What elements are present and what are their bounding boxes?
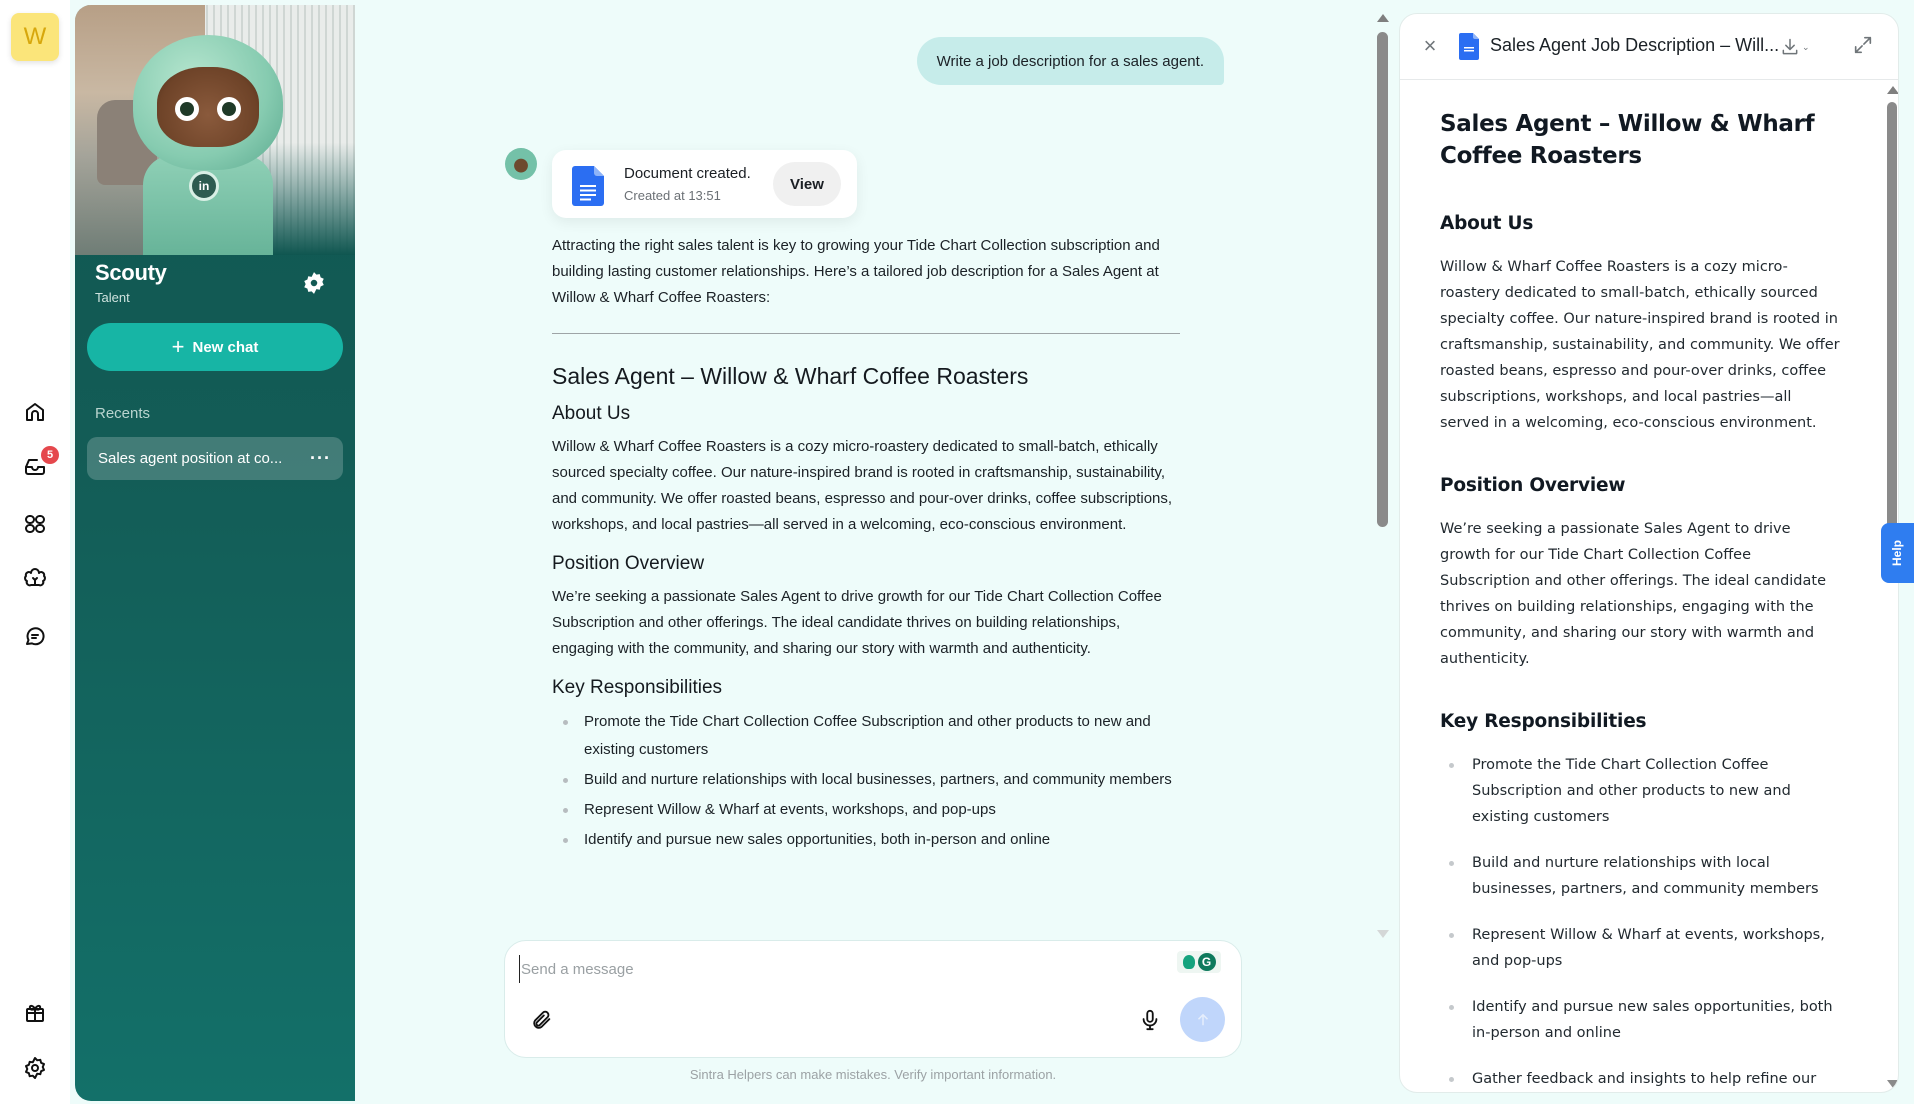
document-scrollbar[interactable] — [1885, 82, 1899, 1092]
overview-heading: Position Overview — [552, 553, 705, 574]
agent-role: Talent — [95, 290, 130, 305]
attach-file-button[interactable] — [531, 1009, 555, 1033]
more-options-icon[interactable]: ··· — [310, 448, 331, 468]
overview-text: We’re seeking a passionate Sales Agent to drive growth for our Tide Chart Collection Coffee Subscription and other offerings. The ideal candidate thrives on building relationships, engaging with the community, and sharing our story with warmth and authenticity. — [552, 588, 1162, 657]
about-heading: About Us — [1440, 213, 1534, 234]
list-item: Build and nurture relationships with local businesses, partners, and community members — [1440, 850, 1845, 902]
voice-input-button[interactable] — [1139, 1009, 1163, 1033]
rail-home[interactable] — [19, 396, 51, 428]
agent-avatar — [505, 148, 537, 180]
download-button[interactable] — [1780, 34, 1814, 60]
list-item: Represent Willow & Wharf at events, workshops, and pop-ups — [1440, 922, 1845, 974]
overview-text: We’re seeking a passionate Sales Agent to drive growth for our Tide Chart Collection Coffee Subscription and other offerings. The ideal candidate thrives on building relationships, engaging with the community, and sharing our story with warmth and authenticity. — [1440, 521, 1826, 667]
view-document-button[interactable]: View — [773, 162, 841, 206]
home-icon — [23, 400, 47, 424]
new-chat-button[interactable] — [87, 323, 343, 371]
app-rail — [0, 0, 70, 1104]
assistant-message — [552, 233, 1180, 856]
rail-chats[interactable] — [19, 620, 51, 652]
rail-brain[interactable] — [19, 564, 51, 596]
paperclip-icon — [531, 1009, 553, 1031]
scroll-down-arrow-icon[interactable] — [1377, 930, 1389, 938]
about-heading: About Us — [552, 403, 631, 424]
chat-scrollbar[interactable] — [1375, 10, 1389, 940]
chevron-down-icon: ⌄ — [1802, 41, 1810, 52]
list-item: Promote the Tide Chart Collection Coffee Subscription and other products to new and existing customers — [552, 708, 1180, 764]
intro-text: Attracting the right sales talent is key to growing your Tide Chart Collection subscription and building lasting customer relationships. Here’s a tailored job description for a Sales Agent at Willow & Wharf Coffee Roasters: — [552, 237, 1160, 306]
expand-panel-button[interactable] — [1852, 34, 1876, 58]
scroll-up-arrow-icon[interactable] — [1377, 14, 1389, 22]
scroll-thumb[interactable] — [1377, 32, 1388, 527]
google-doc-icon — [572, 166, 604, 206]
agent-name: Scouty — [95, 260, 167, 285]
list-item: Build and nurture relationships with local businesses, partners, and community members — [552, 766, 1180, 794]
list-item: Represent Willow & Wharf at events, workshops, and pop-ups — [552, 796, 1180, 824]
help-label: Help — [1890, 539, 1905, 567]
message-composer — [504, 940, 1242, 1058]
scroll-down-arrow-icon[interactable] — [1887, 1080, 1899, 1088]
responsibilities-list — [1440, 752, 1845, 1092]
overview-heading: Position Overview — [1440, 475, 1626, 496]
divider — [552, 333, 1180, 334]
download-icon — [1780, 37, 1800, 57]
message-input[interactable] — [519, 955, 1139, 983]
microphone-icon — [1139, 1009, 1161, 1031]
rail-gifts[interactable] — [19, 996, 51, 1028]
rail-inbox[interactable] — [19, 449, 54, 482]
arrow-up-icon — [1194, 1011, 1212, 1029]
close-icon: × — [1423, 33, 1437, 58]
recent-chat-title: Sales agent position at co... — [98, 450, 283, 467]
new-chat-label: New chat — [192, 338, 259, 356]
doc-card-title: Document created. — [624, 165, 751, 182]
chat-area — [355, 5, 1375, 1101]
brain-icon — [23, 568, 47, 592]
grammarly-icon: G — [1198, 953, 1216, 971]
help-tab[interactable] — [1881, 523, 1914, 583]
doc-card-timestamp: Created at 13:51 — [624, 188, 721, 203]
scroll-up-arrow-icon[interactable] — [1887, 86, 1899, 94]
grid-icon — [23, 512, 47, 536]
agent-settings-button[interactable] — [301, 270, 327, 296]
google-doc-icon — [1459, 33, 1479, 60]
disclaimer-text: Sintra Helpers can make mistakes. Verify important information. — [689, 1067, 1057, 1082]
user-message: Write a job description for a sales agent. — [917, 37, 1224, 85]
workspace-switcher[interactable] — [11, 13, 59, 61]
workspace-initial: W — [23, 23, 47, 50]
scroll-thumb[interactable] — [1887, 102, 1897, 562]
agent-portrait: in — [75, 5, 355, 255]
list-item: Identify and pursue new sales opportunities, both in-person and online — [1440, 994, 1845, 1046]
grammarly-widget[interactable] — [1177, 951, 1221, 973]
about-text: Willow & Wharf Coffee Roasters is a cozy micro-roastery dedicated to small-batch, ethically sourced specialty coffee. Our nature-inspired brand is rooted in craftsmanship, sustainability, and community. We offer roasted beans, espresso and pour-over drinks, coffee subscriptions, workshops, and local pastries—all served in a welcoming, eco-conscious environment. — [1440, 259, 1840, 431]
chat-icon — [23, 624, 47, 648]
document-created-card — [552, 150, 857, 218]
recent-chat-item[interactable] — [87, 437, 343, 480]
responsibilities-list — [552, 708, 1180, 854]
plus-icon: + — [171, 334, 185, 359]
close-panel-button[interactable] — [1418, 34, 1442, 58]
gift-icon — [23, 1000, 47, 1024]
inbox-count-badge: 5 — [41, 446, 59, 464]
lightbulb-icon — [1183, 955, 1195, 969]
document-panel — [1399, 13, 1899, 1093]
list-item: Identify and pursue new sales opportunities, both in-person and online — [552, 826, 1180, 854]
document-title: Sales Agent Job Description – Will... — [1490, 35, 1780, 55]
gear-icon — [23, 1056, 47, 1080]
list-item: Promote the Tide Chart Collection Coffee Subscription and other products to new and existing customers — [1440, 752, 1845, 830]
job-title-heading: Sales Agent – Willow & Wharf Coffee Roasters — [552, 363, 1029, 389]
recents-heading: Recents — [95, 405, 151, 422]
about-text: Willow & Wharf Coffee Roasters is a cozy micro-roastery dedicated to small-batch, ethically sourced specialty coffee. Our nature-inspired brand is rooted in craftsmanship, sustainability, and community. We offer roasted beans, espresso and pour-over drinks, coffee subscriptions, workshops, and local pastries—all served in a welcoming, eco-conscious environment. — [552, 438, 1173, 533]
gear-icon — [301, 270, 327, 296]
responsibilities-heading: Key Responsibilities — [552, 677, 723, 698]
agent-sidebar — [75, 5, 355, 1101]
expand-icon — [1852, 34, 1874, 56]
document-panel-header — [1400, 14, 1898, 80]
document-content — [1440, 108, 1845, 1093]
rail-settings[interactable] — [19, 1052, 51, 1084]
responsibilities-heading: Key Responsibilities — [1440, 711, 1647, 732]
rail-helpers[interactable] — [19, 508, 51, 540]
list-item: Gather feedback and insights to help refine our — [1440, 1066, 1845, 1092]
send-button[interactable] — [1180, 997, 1225, 1042]
document-heading: Sales Agent – Willow & Wharf Coffee Roasters — [1440, 111, 1815, 169]
